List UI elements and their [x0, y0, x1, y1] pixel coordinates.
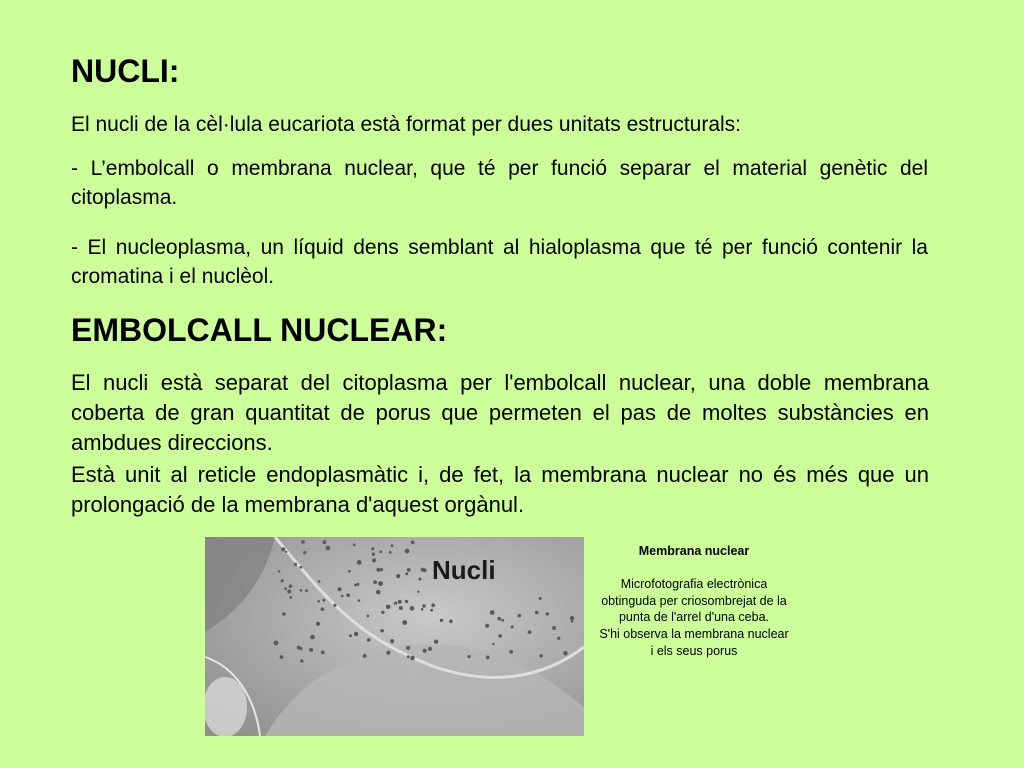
- heading-nucli: NUCLI:: [71, 53, 180, 89]
- nuclear-pore: [485, 624, 489, 628]
- nuclear-pore: [381, 611, 384, 614]
- nuclear-pore: [449, 620, 453, 624]
- caption-title: Membrana nuclear: [638, 544, 750, 558]
- nuclear-pore: [282, 612, 285, 615]
- nuclear-pore: [421, 608, 424, 611]
- nuclear-pore: [563, 651, 567, 655]
- nuclear-pore: [379, 550, 382, 553]
- nuclear-pore: [501, 619, 504, 622]
- nuclear-pore: [518, 614, 522, 618]
- heading-embolcall-nuclear: EMBOLCALL NUCLEAR:: [71, 312, 448, 348]
- micrograph-drawing: [205, 537, 584, 736]
- nuclear-pore: [310, 635, 315, 640]
- nuclear-pore: [398, 600, 402, 604]
- nuclear-pore: [363, 654, 367, 658]
- nuclear-pore: [386, 651, 390, 655]
- nuclear-pore: [391, 544, 394, 547]
- nuclear-pore: [490, 610, 495, 615]
- nuclear-pore: [349, 634, 352, 637]
- nuclear-pore: [468, 655, 471, 658]
- nuclear-pore: [539, 597, 542, 600]
- nuclear-pore: [318, 580, 321, 583]
- nuclear-pore: [300, 589, 303, 592]
- nuclear-pore: [281, 579, 284, 582]
- nuclear-pore: [546, 612, 549, 615]
- nuclear-pore: [511, 625, 514, 628]
- nuclear-pore: [367, 615, 370, 618]
- nuclear-pore: [411, 541, 415, 545]
- nuclear-pore: [396, 574, 400, 578]
- nuclear-pore: [326, 546, 331, 551]
- nuclear-pore: [358, 599, 361, 602]
- nuclear-pore: [367, 638, 371, 642]
- nuclear-pore: [497, 617, 501, 621]
- nuclear-pore: [422, 604, 426, 608]
- nuclear-pore: [389, 551, 392, 554]
- nuclear-pore: [287, 590, 291, 594]
- caption-observation: S'hi observa la membrana nuclear i els seus porus: [599, 627, 789, 658]
- intro-paragraph: El nucli de la cèl·lula eucariota està format per dues unitats estructurals:: [71, 113, 742, 136]
- nuclear-pore: [430, 609, 433, 612]
- nuclear-pore: [346, 593, 350, 597]
- nuclear-pore: [280, 655, 284, 659]
- nuclear-pore: [557, 637, 560, 640]
- nuclear-pore: [380, 629, 384, 633]
- nuclear-pore: [402, 620, 407, 625]
- nuclear-pore: [285, 551, 287, 553]
- nuclear-pore: [321, 651, 325, 655]
- nuclear-pore: [372, 558, 376, 562]
- nuclear-pore: [274, 641, 279, 646]
- nuclear-pore: [322, 599, 325, 602]
- nuclear-pore: [509, 650, 513, 654]
- nuclear-pore: [284, 587, 287, 590]
- nuclear-pore: [373, 580, 377, 584]
- nuclear-pore: [299, 647, 302, 650]
- embolcall-paragraph-1: El nucli està separat del citoplasma per l'embolcall nuclear, una doble membrana coberta de gran quantitat de porus que permeten el pas de moltes substàncies en ambdues direccions.: [71, 370, 929, 455]
- nuclear-pore: [301, 540, 305, 544]
- nuclear-pore: [418, 578, 421, 581]
- nuclear-pore: [376, 568, 380, 572]
- embolcall-paragraph-2: Està unit al reticle endoplasmàtic i, de fet, la membrana nuclear no és més que un prolongació de la membrana d'aquest orgànul.: [71, 462, 929, 517]
- nuclear-pore: [341, 595, 344, 598]
- nuclear-pore: [317, 600, 320, 603]
- nuclear-pore: [372, 553, 375, 556]
- nuclear-pore: [353, 544, 356, 547]
- nuclear-pore: [299, 566, 302, 569]
- nuclear-pore: [303, 551, 306, 554]
- nuclear-pore: [571, 620, 574, 623]
- nuclear-pore: [316, 622, 320, 626]
- nuclear-pore: [405, 572, 408, 575]
- nuclear-pore: [371, 547, 374, 550]
- nuclear-pore: [535, 611, 539, 615]
- nuclear-pore: [278, 570, 281, 573]
- nuclear-pore: [539, 654, 542, 657]
- nuclear-pore: [421, 568, 425, 572]
- nuclear-pore: [338, 587, 342, 591]
- micrograph-label: Nucli: [432, 555, 496, 585]
- nuclear-pore: [378, 581, 383, 586]
- nuclear-pore: [405, 549, 410, 554]
- nuclear-pore: [410, 606, 415, 611]
- bullet-nucleoplasma: - El nucleoplasma, un líquid dens semblant al hialoplasma que té per funció contenir la cromatina i el nuclèol.: [71, 236, 928, 288]
- micrograph-image: [205, 537, 584, 736]
- nuclear-pore: [434, 640, 438, 644]
- nuclear-pore: [356, 583, 359, 586]
- nuclear-pore: [323, 540, 327, 544]
- nuclear-pore: [294, 563, 297, 566]
- nuclear-pore: [386, 605, 391, 610]
- nuclear-pore: [492, 643, 494, 645]
- nuclear-pore: [394, 602, 397, 605]
- nuclear-pore: [333, 604, 336, 607]
- nuclear-pore: [428, 647, 432, 651]
- nuclear-pore: [390, 639, 394, 643]
- nuclear-pore: [552, 626, 556, 630]
- nuclear-pore: [281, 547, 285, 551]
- nuclear-pore: [528, 630, 532, 634]
- nuclear-pore: [407, 568, 411, 572]
- nuclear-pore: [417, 591, 419, 593]
- nuclear-pore: [289, 596, 292, 599]
- nuclear-pore: [399, 606, 403, 610]
- nuclear-pore: [440, 619, 443, 622]
- nuclear-pore: [376, 590, 381, 595]
- nuclear-pore: [405, 600, 408, 603]
- bullet-embolcall: - L’embolcall o membrana nuclear, que té per funció separar el material genètic del citoplasma.: [71, 157, 928, 209]
- nuclear-pore: [407, 655, 410, 658]
- nuclear-pore: [354, 632, 358, 636]
- nuclear-pore: [348, 570, 351, 573]
- figure-caption: [598, 543, 790, 660]
- nuclear-pore: [410, 656, 415, 661]
- nuclear-pore: [498, 634, 502, 638]
- nuclear-pore: [300, 659, 303, 662]
- nuclear-pore: [486, 656, 490, 660]
- nuclear-pore: [431, 603, 435, 607]
- nuclear-pore: [423, 649, 427, 653]
- nuclear-pore: [406, 646, 410, 650]
- nuclear-pore: [309, 648, 313, 652]
- nuclear-pore: [305, 589, 308, 592]
- nuclear-pore: [357, 560, 362, 565]
- nuclear-pore: [289, 585, 293, 589]
- caption-description: Microfotografia electrònica obtinguda per criosombrejat de la punta de l'arrel d'una ceba.: [601, 576, 787, 625]
- nuclear-pore: [321, 607, 325, 611]
